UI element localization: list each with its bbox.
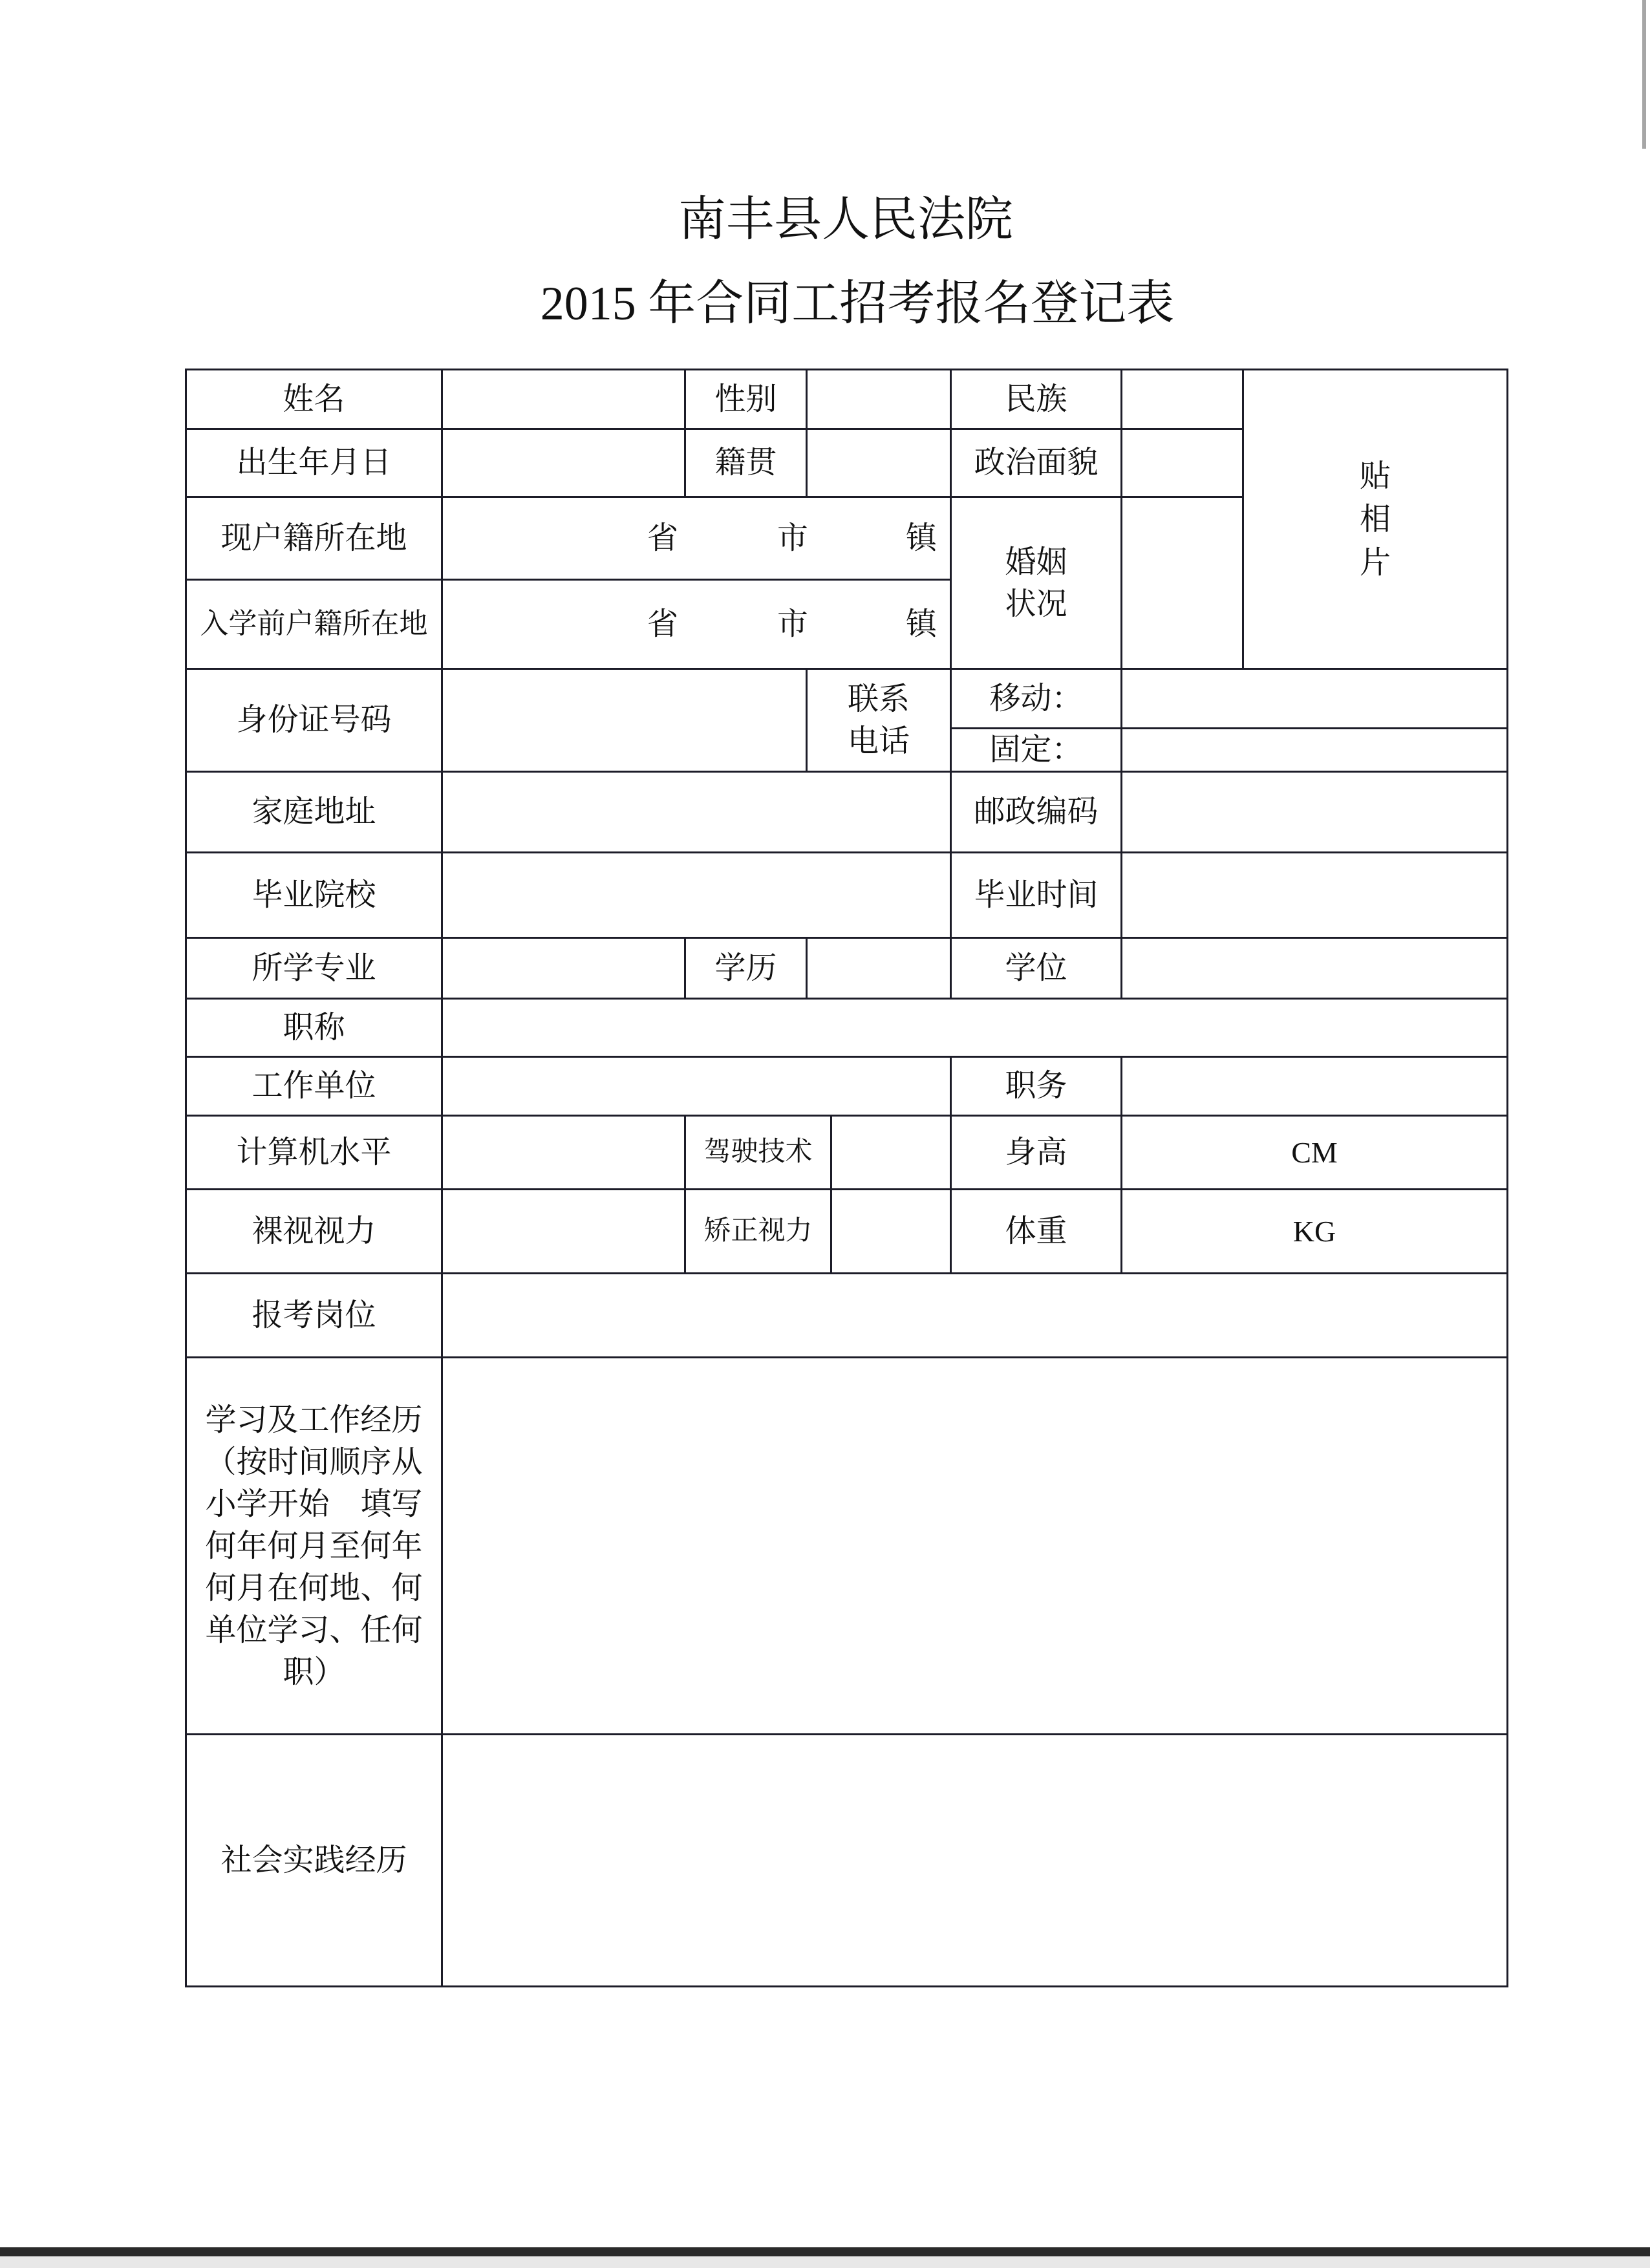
name-label: 姓名 [187,370,441,428]
court-name-title: 南丰县人民法院 [678,193,1013,246]
major-field [443,939,684,998]
scan-edge-bottom-shade [0,2256,1650,2268]
native-place-label: 籍贯 [686,430,806,496]
landline-field [1122,729,1506,771]
applied-post-field [443,1274,1506,1356]
mobile-label: 移动： [952,670,1120,727]
school-field [443,853,950,937]
employer-field [443,1058,950,1115]
position-label: 职务 [952,1058,1120,1115]
postal-code-field [1122,773,1506,851]
history-label-line: 学习及工作经历 [205,1402,423,1437]
name-field [443,370,684,428]
computer-skill-label: 计算机水平 [187,1117,441,1188]
home-address-field [443,773,950,851]
social-practice-field [443,1735,1506,1985]
photo-label-char: 相 [1359,502,1391,537]
postal-code-label: 邮政编码 [952,773,1120,851]
form-title: 2015 年合同工招考报名登记表 [540,277,1175,330]
degree-field [1122,939,1506,998]
study-work-history-label [187,1358,441,1733]
gender-field [808,370,950,428]
pre-enrollment-household-label: 入学前户籍所在地 [187,581,441,668]
town-unit: 镇 [905,520,938,555]
id-number-field [443,670,806,771]
weight-field [1122,1190,1506,1272]
weight-label: 体重 [952,1190,1120,1272]
driving-skill-field [832,1117,950,1188]
corrected-vision-label: 矫正视力 [686,1190,830,1272]
photo-label-char: 贴 [1359,458,1391,493]
gender-label: 性别 [686,370,806,428]
home-address-label: 家庭地址 [187,773,441,851]
professional-title-label: 职称 [187,1000,441,1056]
degree-label: 学位 [952,939,1120,998]
registration-table [185,369,1508,1987]
scan-edge-bottom [0,2247,1650,2256]
employer-label: 工作单位 [187,1058,441,1115]
applied-post-label: 报考岗位 [187,1274,441,1356]
height-field [1122,1117,1506,1188]
driving-skill-label: 驾驶技术 [686,1117,830,1188]
history-label-line: 小学开始 填写 [205,1486,423,1521]
computer-skill-field [443,1117,684,1188]
political-status-label: 政治面貌 [952,430,1120,496]
marital-status-label-line: 婚姻 [1005,544,1067,579]
marital-status-label [952,498,1120,668]
social-practice-label: 社会实践经历 [187,1735,441,1985]
study-work-history-field [443,1358,1506,1733]
position-field [1122,1058,1506,1115]
city-unit: 市 [777,520,809,555]
contact-phone-label-line: 联系 [847,682,910,716]
id-number-label: 身份证号码 [187,670,441,771]
contact-phone-label [808,670,950,771]
education-field [808,939,950,998]
ethnicity-field [1122,370,1242,428]
height-label: 身高 [952,1117,1120,1188]
marital-status-label-line: 状况 [1005,586,1067,621]
photo-label-char: 片 [1359,545,1391,580]
height-unit: CM [1291,1135,1338,1169]
naked-vision-label: 裸视视力 [187,1190,441,1272]
contact-phone-label-line: 电话 [847,724,910,758]
marital-status-field [1122,498,1242,668]
history-label-line: 职） [283,1654,345,1689]
naked-vision-field [443,1190,684,1272]
graduation-time-field [1122,853,1506,937]
weight-unit: KG [1292,1214,1336,1248]
history-label-line: 何年何月至何年 [205,1528,423,1563]
landline-label: 固定： [952,729,1120,771]
history-label-line: 何月在何地、何 [205,1570,423,1605]
province-unit: 省 [647,606,679,641]
pre-enrollment-household-field [443,581,950,668]
school-label: 毕业院校 [187,853,441,937]
graduation-time-label: 毕业时间 [952,853,1120,937]
current-household-field [443,498,950,579]
scan-edge-right [1642,0,1646,149]
history-label-line: 单位学习、任何 [205,1612,423,1647]
birth-date-field [443,430,684,496]
education-label: 学历 [686,939,806,998]
history-label-line: （按时间顺序从 [205,1444,423,1479]
ethnicity-label: 民族 [952,370,1120,428]
birth-date-label: 出生年月日 [187,430,441,496]
native-place-field [808,430,950,496]
province-unit: 省 [647,520,679,555]
corrected-vision-field [832,1190,950,1272]
major-label: 所学专业 [187,939,441,998]
city-unit: 市 [777,606,809,641]
town-unit: 镇 [905,606,938,641]
photo-box [1244,370,1506,668]
mobile-field [1122,670,1506,727]
professional-title-field [443,1000,1506,1056]
political-status-field [1122,430,1242,496]
current-household-label: 现户籍所在地 [187,498,441,579]
